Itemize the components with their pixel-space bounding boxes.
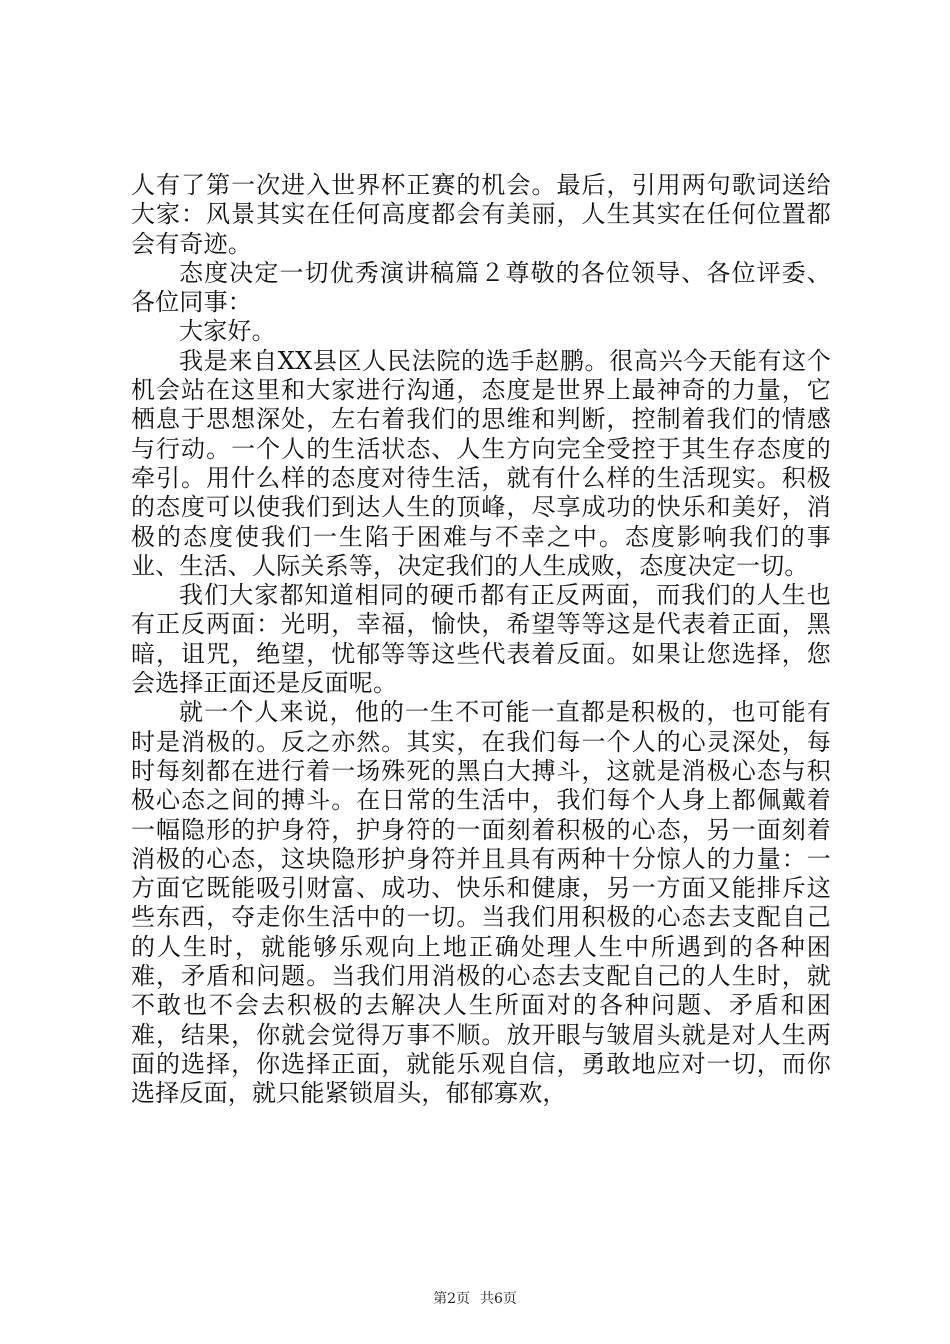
paragraph-title-greeting: 态度决定一切优秀演讲稿篇２尊敬的各位领导、各位评委、各位同事： xyxy=(131,258,831,317)
paragraph-introduction: 我是来自XX县区人民法院的选手赵鹏。很高兴今天能有这个机会站在这里和大家进行沟通，态度是世界上最神奇的力量，它栖息于思想深处，左右着我们的思维和判断，控制着我们的情感与行动。一个人的生活状态、人生方向完全受控于其生存态度的牵引。用什么样的态度对待生活，就有什么样的生活现实。积极的态度可以使我们到达人生的顶峰，尽享成功的快乐和美好，消极的态度使我们一生陷于困难与不幸之中。态度影响我们的事业、生活、人际关系等，决定我们的人生成败，态度决定一切。 xyxy=(131,346,831,580)
paragraph-mindset: 就一个人来说，他的一生不可能一直都是积极的，也可能有时是消极的。反之亦然。其实，在我们每一个人的心灵深处，每时每刻都在进行着一场殊死的黑白大搏斗，这就是消极心态与积极心态之间的搏斗。在日常的生活中，我们每个人身上都佩戴着一幅隐形的护身符，护身符的一面刻着积极的心态，另一面刻着消极的心态，这块隐形护身符并且具有两种十分惊人的力量：一方面它既能吸引财富、成功、快乐和健康，另一方面又能排斥这些东西，夺走你生活中的一切。当我们用积极的心态去支配自己的人生时，就能够乐观向上地正确处理人生中所遇到的各种困难，矛盾和问题。当我们用消极的心态去支配自己的人生时，就不敢也不会去积极的去解决人生所面对的各种问题、矛盾和困难，结果，你就会觉得万事不顺。放开眼与皱眉头就是对人生两面的选择，你选择正面，就能乐观自信，勇敢地应对一切，而你选择反面，就只能紧锁眉头，郁郁寡欢， xyxy=(131,698,831,1108)
page-number: 第2页 xyxy=(433,1291,470,1307)
page-footer xyxy=(0,1290,950,1308)
document-body xyxy=(131,171,831,1109)
paragraph-continuation: 人有了第一次进入世界杯正赛的机会。最后，引用两句歌词送给大家：风景其实在任何高度都会有美丽，人生其实在任何位置都会有奇迹。 xyxy=(131,171,831,258)
page-total: 共6页 xyxy=(480,1291,517,1307)
paragraph-hello: 大家好。 xyxy=(179,317,276,346)
paragraph-coin-analogy: 我们大家都知道相同的硬币都有正反两面，而我们的人生也有正反两面：光明，幸福，愉快，希望等等这是代表着正面，黑暗，诅咒，绝望，忧郁等等这些代表着反面。如果让您选择，您会选择正面还是反面呢。 xyxy=(131,581,831,698)
